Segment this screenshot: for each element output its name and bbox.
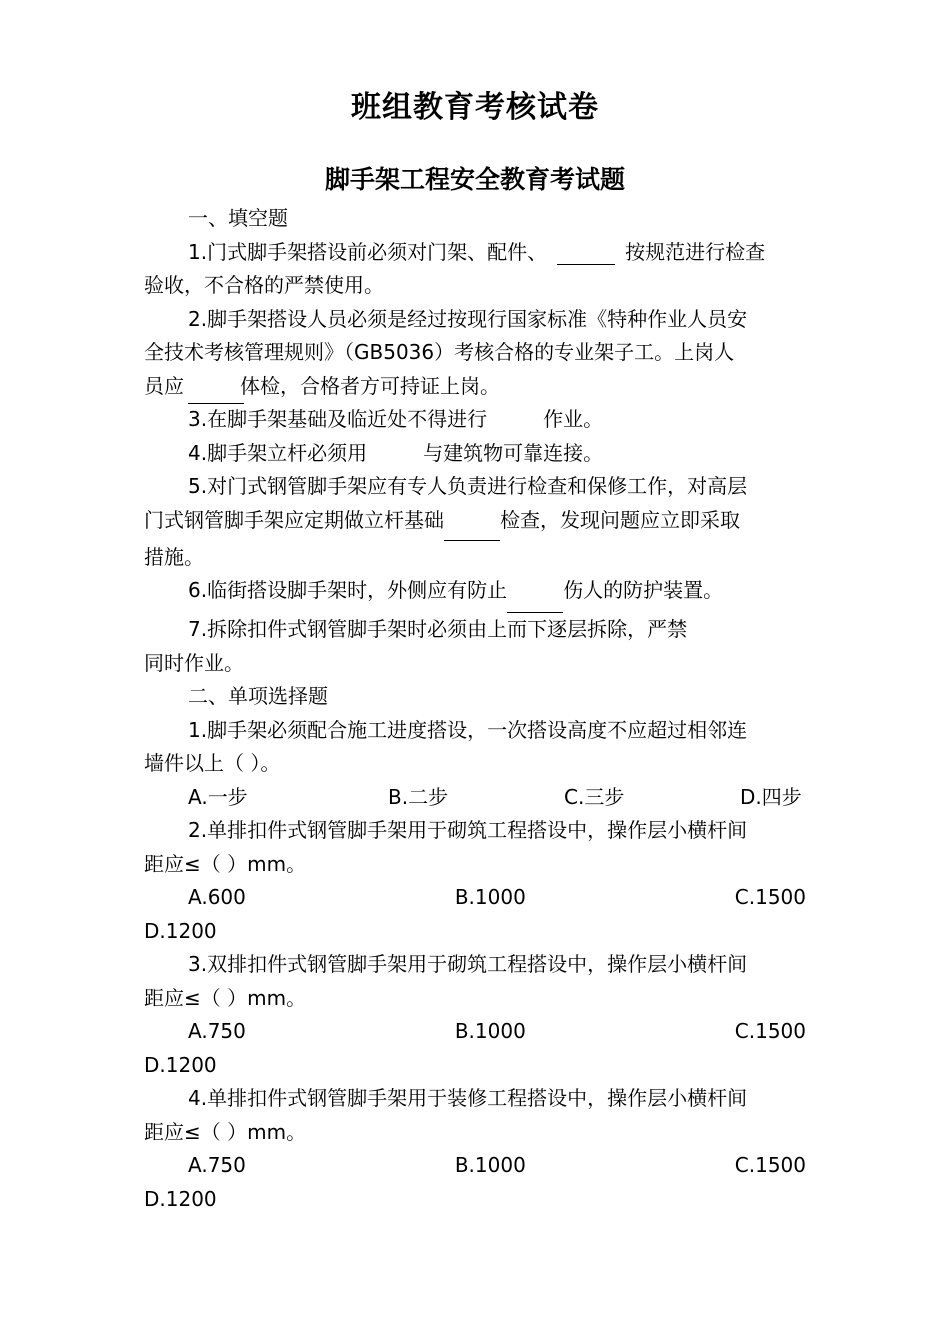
question-text: 措施。 (144, 544, 204, 569)
question-text: 3.双排扣件式钢管脚手架用于砌筑工程搭设中，操作层小横杆间 (188, 952, 748, 976)
question-text: 距应≤（ ）mm。 (144, 851, 307, 876)
option-row (144, 881, 806, 915)
section-heading-fill-in: 一、填空题 (188, 206, 288, 230)
answer-blank (444, 520, 500, 541)
question-text: 距应≤（ ）mm。 (144, 1119, 307, 1144)
question-text: 3.在脚手架基础及临近处不得进行 作业。 (144, 403, 806, 437)
option-d: D.1200 (144, 1186, 217, 1211)
section-heading-single-choice: 二、单项选择题 (188, 684, 328, 708)
option-c: C.三步 (564, 784, 625, 809)
question-text: 1.门式脚手架搭设前必须对门架、配件、 按规范进行检查 (188, 239, 766, 264)
page-title: 班组教育考核试卷 (351, 90, 599, 125)
question-text: 员应 体检，合格者方可持证上岗。 (144, 373, 500, 398)
question-text: 2.单排扣件式钢管脚手架用于砌筑工程搭设中，操作层小横杆间 (188, 818, 748, 842)
question-text: 7.拆除扣件式钢管脚手架时必须由上而下逐层拆除，严禁 (188, 617, 688, 641)
question-text: 距应≤（ ）mm。 (144, 985, 307, 1010)
question-text: 验收，不合格的严禁使用。 (144, 273, 384, 297)
option-c: C.1500 (734, 1153, 806, 1177)
option-b: B.1000 (454, 1019, 526, 1043)
option-a: A.一步 (188, 784, 248, 809)
option-a: A.600 (188, 885, 246, 909)
option-b: B.1000 (454, 1153, 526, 1177)
option-c: C.1500 (734, 885, 806, 909)
answer-blank (188, 403, 244, 424)
option-b: B.1000 (454, 885, 526, 909)
page-subtitle: 脚手架工程安全教育考试题 (324, 165, 625, 194)
question-text: 墙件以上（ ）。 (144, 751, 281, 775)
option-a: A.750 (188, 1019, 246, 1043)
option-c: C.1500 (734, 1019, 806, 1043)
question-text: 1.脚手架必须配合施工进度搭设，一次搭设高度不应超过相邻连 (188, 717, 748, 742)
question-text: 4.单排扣件式钢管脚手架用于装修工程搭设中，操作层小横杆间 (188, 1086, 748, 1110)
option-row (144, 1149, 806, 1183)
option-row (144, 1015, 806, 1049)
question-text: 5.对门式钢管脚手架应有专人负责进行检查和保修工作，对高层 (188, 474, 748, 498)
option-d: D.1200 (144, 1052, 217, 1077)
option-row (144, 781, 806, 815)
answer-blank (557, 244, 615, 265)
question-text: 门式钢管脚手架应定期做立杆基础 检查，发现问题应立即采取 (144, 504, 806, 541)
question-text: 同时作业。 (144, 650, 244, 675)
question-text: 6.临街搭设脚手架时，外侧应有防止 伤人的防护装置。 (144, 574, 806, 613)
option-d: D.1200 (144, 918, 217, 943)
option-b: B.二步 (388, 784, 449, 809)
exam-page (144, 86, 806, 1216)
question-text: 全技术考核管理规则》（GB5036）考核合格的专业架子工。上岗人 (144, 340, 735, 364)
option-a: A.750 (188, 1153, 246, 1177)
answer-blank (507, 592, 563, 613)
option-d: D.四步 (740, 784, 802, 809)
question-text: 4.脚手架立杆必须用 与建筑物可靠连接。 (188, 440, 604, 465)
question-text: 2.脚手架搭设人员必须是经过按现行国家标准《特种作业人员安 (188, 306, 748, 331)
